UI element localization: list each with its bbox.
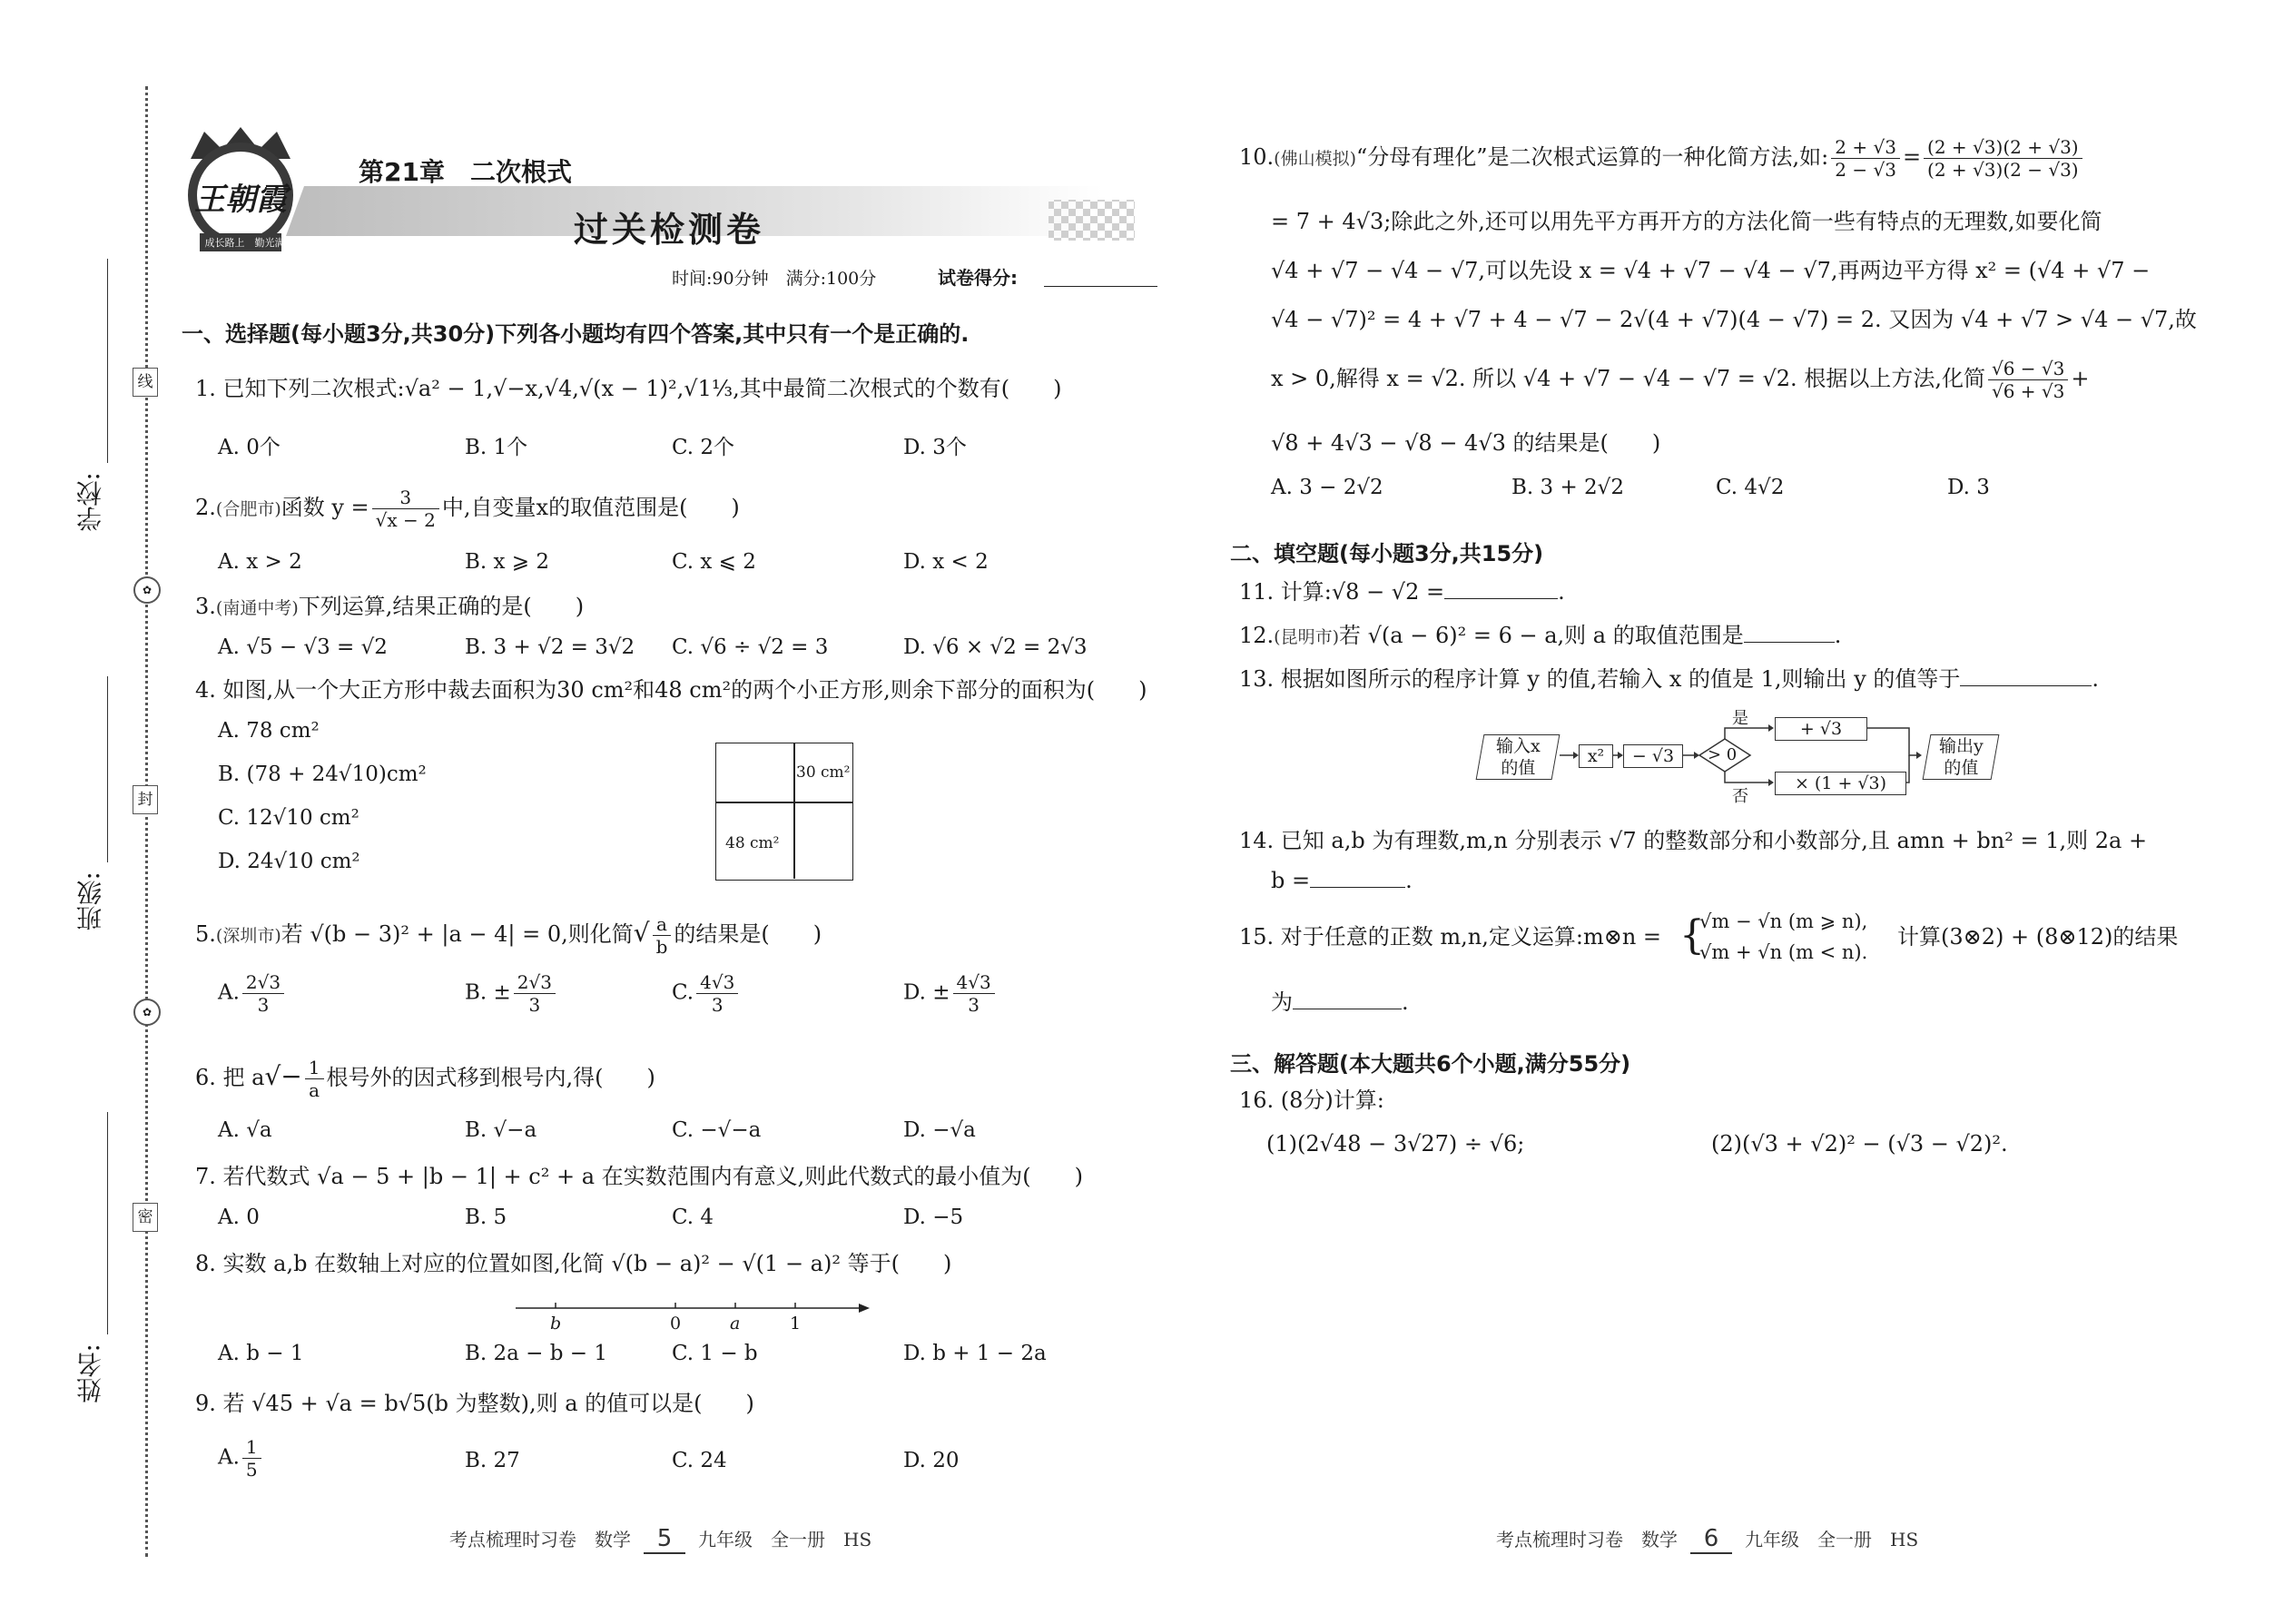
q5-denominator: b	[655, 936, 668, 958]
question-7: 7. 若代数式 √a − 5 + |b − 1| + c² + a 在实数范围内有意义,则此代数式的最小值为( )	[195, 1164, 1084, 1189]
class-label: 班级:	[75, 871, 105, 931]
q6-option-a[interactable]: A. √a	[218, 1118, 272, 1142]
q10-fraction-1	[1831, 136, 1900, 181]
question-8: 8. 实数 a,b 在数轴上对应的位置如图,化简 √(b − a)² − √(1 − a)² 等于( )	[195, 1251, 952, 1276]
question-13: 13. 根据如图所示的程序计算 y 的值,若输入 x 的值是 1,则输出 y 的值等于 .	[1239, 666, 2100, 692]
flow-minus-label: − √3	[1631, 746, 1675, 766]
q15-case-2: √m + √n (m < n).	[1699, 941, 1868, 963]
q2-fraction	[372, 487, 439, 531]
axis-label-1: 1	[790, 1314, 802, 1334]
tag-close: 密	[133, 1203, 158, 1232]
question-15	[1239, 922, 1661, 951]
q5a-denominator: 3	[257, 994, 270, 1016]
q10-fraction-2	[1924, 136, 2082, 181]
q7-option-b[interactable]: B. 5	[465, 1206, 507, 1229]
q8-option-c[interactable]: C. 1 − b	[672, 1342, 758, 1365]
footer-right-series: 考点梳理时习卷 数学	[1496, 1529, 1678, 1550]
question-6	[195, 1057, 655, 1101]
q2-option-c[interactable]: C. x ⩽ 2	[672, 550, 756, 574]
q9-option-d[interactable]: D. 20	[903, 1449, 960, 1472]
q9-option-b[interactable]: B. 27	[465, 1449, 520, 1472]
flow-output-box	[1923, 734, 2000, 780]
q5a-fraction	[242, 971, 284, 1016]
question-1: 1. 已知下列二次根式:√a² − 1,√−x,√4,√(x − 1)²,√1⅓,其中最简二次根式的个数有( )	[195, 376, 1062, 401]
q10-f2-numerator: (2 + √3)(2 + √3)	[1924, 136, 2082, 159]
q2-text-b: 中,自变量x的取值范围是( )	[441, 495, 740, 520]
q1-option-a[interactable]: A. 0个	[218, 436, 281, 459]
q5c-prefix: C.	[672, 980, 694, 1005]
flow-square-box	[1579, 744, 1613, 768]
flow-condition: > 0	[1708, 745, 1738, 764]
q1-option-c[interactable]: C. 2个	[672, 436, 735, 459]
class-field[interactable]	[107, 676, 108, 862]
tag-seal: 封	[133, 785, 158, 814]
axis-label-b: b	[550, 1314, 562, 1334]
q2-denominator: √x − 2	[375, 509, 436, 531]
question-14: 14. 已知 a,b 为有理数,m,n 分别表示 √7 的整数部分和小数部分,且 amn + bn² = 1,则 2a +	[1239, 828, 2148, 853]
q9a-numerator: 1	[242, 1436, 261, 1459]
q10-f3-numerator: √6 − √3	[1988, 358, 2068, 380]
q14-answer-blank[interactable]	[1310, 869, 1405, 888]
q3-number: 3.	[195, 594, 216, 619]
flow-square-label: x²	[1587, 746, 1605, 766]
flow-no-label: 否	[1732, 787, 1748, 806]
q7-option-c[interactable]: C. 4	[672, 1206, 714, 1229]
q12-answer-blank[interactable]	[1744, 624, 1835, 643]
binding-dotted-line	[145, 86, 148, 1557]
q5-number: 5.	[195, 921, 216, 947]
q10-line5-text: x > 0,解得 x = √2. 所以 √4 + √7 − √4 − √7 = √2. 根据以上方法,化简	[1271, 366, 1985, 391]
q5-fraction	[653, 913, 672, 958]
q13-answer-blank[interactable]	[1960, 667, 2092, 686]
q8-option-b[interactable]: B. 2a − b − 1	[465, 1342, 608, 1365]
page-title: 过关检测卷	[574, 210, 765, 250]
q8-option-a[interactable]: A. b − 1	[218, 1342, 304, 1365]
q16-part-2: (2)(√3 + √2)² − (√3 − √2)².	[1711, 1131, 2008, 1156]
q10-equals: =	[1902, 144, 1922, 170]
q8-number-line	[516, 1294, 870, 1348]
q15-text-b: 计算(3⊗2) + (8⊗12)的结果	[1897, 924, 2179, 950]
q15-line2: 为 .	[1271, 989, 1409, 1015]
q2-number: 2.	[195, 495, 216, 520]
q3-source: (南通中考)	[215, 598, 299, 618]
flow-input-label: 输入x 的值	[1495, 736, 1541, 778]
flow-input-box	[1476, 734, 1561, 780]
q6-text-a: 6. 把 a	[195, 1065, 265, 1090]
q5c-fraction	[696, 971, 738, 1016]
q10-option-c[interactable]: C. 4√2	[1716, 476, 1785, 499]
q10-f2-denominator: (2 + √3)(2 − √3)	[1927, 159, 2079, 181]
q1-option-d[interactable]: D. 3个	[903, 436, 967, 459]
q13-text: 13. 根据如图所示的程序计算 y 的值,若输入 x 的值是 1,则输出 y 的值等于	[1239, 666, 1961, 692]
q4-option-b[interactable]: B. (78 + 24√10)cm²	[218, 763, 427, 786]
footer-left	[449, 1525, 871, 1554]
exam-meta: 时间:90分钟 满分:100分	[672, 269, 877, 289]
q11-answer-blank[interactable]	[1444, 580, 1558, 599]
q15-wei: 为	[1271, 989, 1293, 1015]
section-1-heading: 一、选择题(每小题3分,共30分)下列各小题均有四个答案,其中只有一个是正确的.	[182, 321, 970, 347]
q15-answer-blank[interactable]	[1293, 990, 1402, 1009]
q12-number: 12.	[1239, 623, 1275, 648]
axis-label-0: 0	[670, 1314, 682, 1334]
footer-left-series: 考点梳理时习卷 数学	[449, 1529, 631, 1550]
q2-source: (合肥市)	[215, 499, 281, 519]
q5-option-c[interactable]	[672, 971, 741, 1016]
q5-option-a[interactable]	[218, 971, 287, 1016]
flow-yes-label: 是	[1732, 709, 1748, 728]
page-number-5: 5	[644, 1525, 685, 1554]
q5-option-b[interactable]	[465, 971, 558, 1016]
q12-text: 若 √(a − 6)² = 6 − a,则 a 的取值范围是	[1339, 623, 1744, 648]
question-9: 9. 若 √45 + √a = b√5(b 为整数),则 a 的值可以是( )	[195, 1391, 754, 1416]
ornament-icon: ✿	[133, 576, 161, 604]
question-10	[1239, 136, 2085, 181]
q7-option-d[interactable]: D. −5	[903, 1206, 964, 1229]
q10-f1-denominator: 2 − √3	[1835, 159, 1896, 181]
q5b-prefix: B. ±	[465, 980, 511, 1005]
q6-fraction	[305, 1057, 324, 1101]
q10-line3: √4 + √7 − √4 − √7,可以先设 x = √4 + √7 − √4 − √7,再两边平方得 x² = (√4 + √7 −	[1271, 258, 2151, 283]
q5c-numerator: 4√3	[696, 971, 738, 994]
question-12: 12.(昆明市)若 √(a − 6)² = 6 − a,则 a 的取值范围是 .	[1239, 623, 1842, 648]
q6-denominator: a	[309, 1079, 320, 1101]
sqrt-icon: √	[633, 918, 650, 948]
school-label: 学校:	[75, 472, 105, 532]
q2-text-a: 函数 y =	[281, 495, 369, 520]
logo-text: 王朝霞	[194, 182, 287, 218]
q10-option-d[interactable]: D. 3	[1947, 476, 1990, 499]
q1-option-b[interactable]: B. 1个	[465, 436, 528, 459]
sqrt-icon: √−	[264, 1061, 302, 1091]
q10-number: 10.	[1239, 144, 1275, 170]
score-label: 试卷得分:	[938, 267, 1018, 289]
q9-option-a[interactable]	[218, 1436, 264, 1481]
name-label: 姓名:	[75, 1343, 105, 1403]
q4-option-c[interactable]: C. 12√10 cm²	[218, 806, 359, 830]
q14-b-equals: b =	[1271, 868, 1311, 893]
q15-cases	[1699, 906, 1867, 968]
section-2-heading: 二、填空题(每小题3分,共15分)	[1230, 541, 1544, 566]
q9a-denominator: 5	[245, 1459, 258, 1481]
q3-text: 下列运算,结果正确的是( )	[298, 594, 585, 619]
q10-line6: √8 + 4√3 − √8 − 4√3 的结果是( )	[1271, 430, 1661, 456]
question-3	[195, 592, 584, 623]
question-5	[195, 913, 822, 958]
q2-numerator: 3	[372, 487, 439, 509]
q5a-numerator: 2√3	[242, 971, 284, 994]
q9-option-c[interactable]: C. 24	[672, 1449, 727, 1472]
q5-numerator: a	[653, 913, 672, 936]
flow-plus-box	[1775, 717, 1867, 741]
ornament-icon: ✿	[133, 999, 161, 1026]
score-field[interactable]	[1044, 286, 1157, 287]
flow-minus-box	[1623, 744, 1683, 768]
q6-option-b[interactable]: B. √−a	[465, 1118, 537, 1142]
question-4: 4. 如图,从一个大正方形中裁去面积为30 cm²和48 cm²的两个小正方形,则余下部分的面积为( )	[195, 677, 1147, 703]
q3-option-d[interactable]: D. √6 × √2 = 2√3	[903, 635, 1088, 659]
question-11: 11. 计算:√8 − √2 = .	[1239, 579, 1565, 605]
q8-option-d[interactable]: D. b + 1 − 2a	[903, 1342, 1047, 1365]
q9a-fraction	[242, 1436, 261, 1481]
q15-case-1: √m − √n (m ⩾ n),	[1699, 910, 1868, 932]
q6-option-c[interactable]: C. −√−a	[672, 1118, 762, 1142]
footer-right	[1496, 1525, 1918, 1554]
q5d-prefix: D. ±	[903, 980, 950, 1005]
q4-option-a[interactable]: A. 78 cm²	[218, 719, 320, 743]
q10-source: (佛山模拟)	[1274, 149, 1356, 169]
q5d-numerator: 4√3	[953, 971, 995, 994]
flow-times-box	[1775, 772, 1906, 795]
q10-line5	[1271, 358, 2089, 402]
q10-fraction-3	[1988, 358, 2068, 402]
axis-label-a: a	[730, 1314, 741, 1334]
q6-option-d[interactable]: D. −√a	[903, 1118, 976, 1142]
flow-plus-label: + √3	[1799, 719, 1843, 739]
q2-option-b[interactable]: B. x ⩾ 2	[465, 550, 550, 574]
q14-line2: b = .	[1271, 868, 1413, 893]
q10-f1-numerator: 2 + √3	[1831, 136, 1900, 159]
tag-line: 线	[133, 368, 158, 397]
question-2	[195, 487, 740, 531]
q2-option-a[interactable]: A. x > 2	[218, 550, 302, 574]
q5b-fraction	[514, 971, 556, 1016]
q4-figure-line	[793, 743, 795, 879]
q12-source: (昆明市)	[1274, 627, 1339, 647]
q15-text-a: 15. 对于任意的正数 m,n,定义运算:m⊗n =	[1239, 924, 1662, 950]
footer-left-grade: 九年级 全一册 HS	[698, 1529, 872, 1550]
logo-slogan: 成长路上 勤光满天	[204, 237, 295, 249]
q5c-denominator: 3	[711, 994, 724, 1016]
q6-text-b: 根号外的因式移到根号内,得( )	[326, 1065, 655, 1090]
q5-source: (深圳市)	[215, 926, 281, 946]
brace-icon: {	[1679, 912, 1705, 959]
section-3-heading: 三、解答题(本大题共6个小题,满分55分)	[1230, 1051, 1631, 1077]
number-line-graphic	[516, 1294, 870, 1348]
q13-flowchart	[1475, 704, 1997, 806]
q10-plus: +	[2071, 366, 2090, 391]
q4-label-48: 48 cm²	[725, 834, 780, 852]
q5b-denominator: 3	[528, 994, 541, 1016]
q11-text: 11. 计算:√8 − √2 =	[1239, 579, 1445, 605]
q10-f3-denominator: √6 + √3	[1991, 380, 2065, 402]
name-field[interactable]	[107, 1112, 108, 1334]
q5-text-b: 的结果是( )	[674, 921, 822, 947]
q5-text-a: 若 √(b − 3)² + |a − 4| = 0,则化简	[281, 921, 634, 947]
q5-option-d[interactable]	[903, 971, 998, 1016]
chapter-title: 第21章 二次根式	[359, 157, 572, 187]
flow-output-label: 输出y 的值	[1938, 736, 1984, 778]
q10-line1: “分母有理化”是二次根式运算的一种化简方法,如:	[1356, 144, 1829, 170]
q4-option-d[interactable]: D. 24√10 cm²	[218, 850, 360, 873]
q5a-prefix: A.	[218, 980, 240, 1005]
q10-option-b[interactable]: B. 3 + 2√2	[1511, 476, 1624, 499]
flow-times-label: × (1 + √3)	[1794, 773, 1887, 793]
q3-option-a[interactable]: A. √5 − √3 = √2	[218, 635, 388, 659]
page-number-6: 6	[1690, 1525, 1732, 1554]
q4-label-30: 30 cm²	[796, 763, 851, 782]
q10-option-a[interactable]: A. 3 − 2√2	[1271, 476, 1383, 499]
q16-part-1: (1)(2√48 − 3√27) ÷ √6;	[1266, 1131, 1525, 1156]
q5b-numerator: 2√3	[514, 971, 556, 994]
q10-line4: √4 − √7)² = 4 + √7 + 4 − √7 − 2√(4 + √7)(4 − √7) = 2. 又因为 √4 + √7 > √4 − √7,故	[1271, 307, 2197, 332]
q3-option-c[interactable]: C. √6 ÷ √2 = 3	[672, 635, 829, 659]
q9a-prefix: A.	[218, 1445, 240, 1470]
q6-numerator: 1	[305, 1057, 324, 1079]
q4-figure-line	[716, 802, 852, 803]
q2-option-d[interactable]: D. x < 2	[903, 550, 989, 574]
footer-right-grade: 九年级 全一册 HS	[1745, 1529, 1919, 1550]
q7-option-a[interactable]: A. 0	[218, 1206, 260, 1229]
q5d-fraction	[953, 971, 995, 1016]
q10-line2: = 7 + 4√3;除此之外,还可以用先平方再开方的方法化简一些有特点的无理数,如要化简	[1271, 209, 2102, 234]
q3-option-b[interactable]: B. 3 + √2 = 3√2	[465, 635, 635, 659]
school-field[interactable]	[107, 259, 108, 463]
q4-square-figure	[715, 743, 853, 881]
q5d-denominator: 3	[968, 994, 980, 1016]
question-16: 16. (8分)计算:	[1239, 1088, 1384, 1113]
